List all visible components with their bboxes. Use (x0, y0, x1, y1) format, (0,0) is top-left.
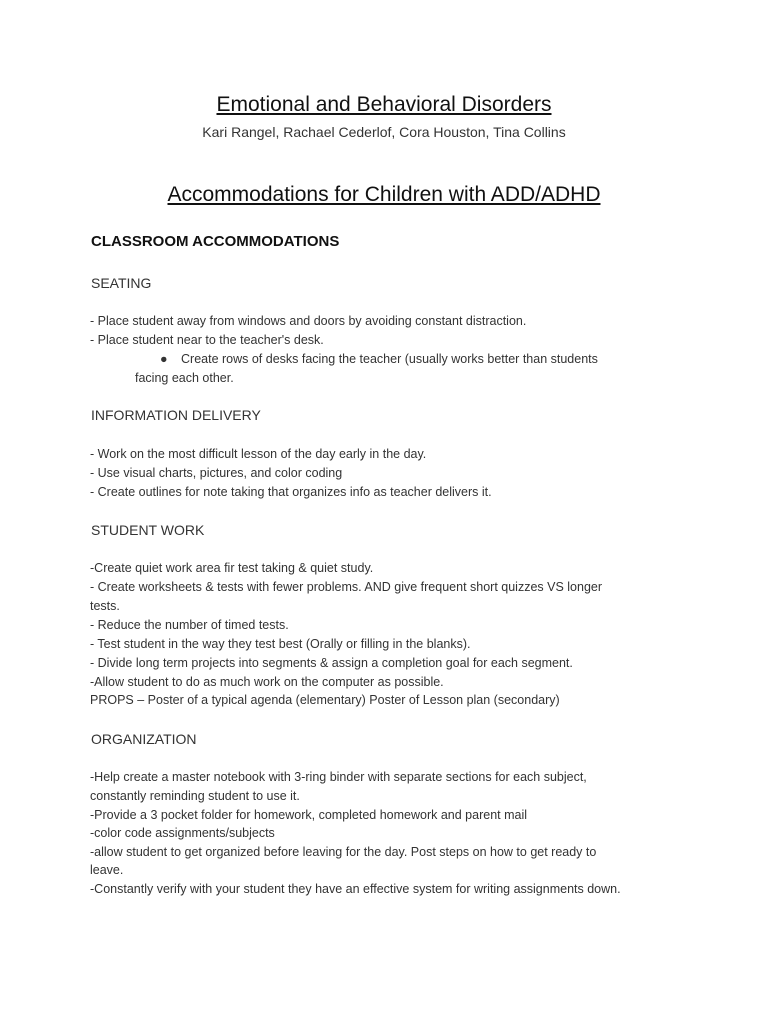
organization-line: -Constantly verify with your student they have an effective system for writing assignments down. (90, 882, 621, 896)
student-work-heading: STUDENT WORK (91, 522, 205, 538)
seating-line: - Place student away from windows and doors by avoiding constant distraction. (90, 314, 527, 328)
student-work-line: tests. (90, 599, 120, 613)
student-work-line: - Test student in the way they test best (Orally or filling in the blanks). (90, 637, 471, 651)
document-subtitle: Accommodations for Children with ADD/ADHD (167, 183, 601, 206)
seating-bullet-item (160, 352, 598, 366)
organization-line: -Provide a 3 pocket folder for homework, completed homework and parent mail (90, 808, 528, 822)
student-work-line: - Divide long term projects into segments & assign a completion goal for each segment. (90, 656, 573, 670)
organization-line: -color code assignments/subjects (90, 826, 275, 840)
information-delivery-line: - Use visual charts, pictures, and color coding (90, 466, 343, 480)
bullet-icon: ● (160, 352, 168, 366)
classroom-heading: CLASSROOM ACCOMMODATIONS (91, 233, 340, 250)
seating-line: - Place student near to the teacher's desk. (90, 333, 324, 347)
information-delivery-line: - Create outlines for note taking that organizes info as teacher delivers it. (90, 485, 492, 499)
organization-line: leave. (90, 863, 124, 877)
seating-heading: SEATING (91, 275, 152, 291)
organization-line: constantly reminding student to use it. (90, 789, 300, 803)
seating-bullet-continuation: facing each other. (135, 371, 234, 385)
student-work-line: - Reduce the number of timed tests. (90, 618, 289, 632)
document-title: Emotional and Behavioral Disorders (216, 93, 552, 116)
student-work-line: -Allow student to do as much work on the computer as possible. (90, 675, 444, 689)
student-work-line: PROPS – Poster of a typical agenda (elementary) Poster of Lesson plan (secondary) (90, 693, 560, 707)
student-work-line: - Create worksheets & tests with fewer problems. AND give frequent short quizzes VS longer (90, 580, 603, 594)
organization-heading: ORGANIZATION (91, 731, 197, 747)
student-work-line: -Create quiet work area fir test taking & quiet study. (90, 561, 374, 575)
organization-line: -Help create a master notebook with 3-ring binder with separate sections for each subject, (90, 770, 587, 784)
information-delivery-heading: INFORMATION DELIVERY (91, 407, 261, 423)
authors-line: Kari Rangel, Rachael Cederlof, Cora Houston, Tina Collins (202, 124, 566, 140)
organization-line: -allow student to get organized before leaving for the day. Post steps on how to get ready to (90, 845, 597, 859)
information-delivery-line: - Work on the most difficult lesson of the day early in the day. (90, 447, 427, 461)
seating-bullet-text: Create rows of desks facing the teacher (usually works better than students (181, 352, 598, 366)
